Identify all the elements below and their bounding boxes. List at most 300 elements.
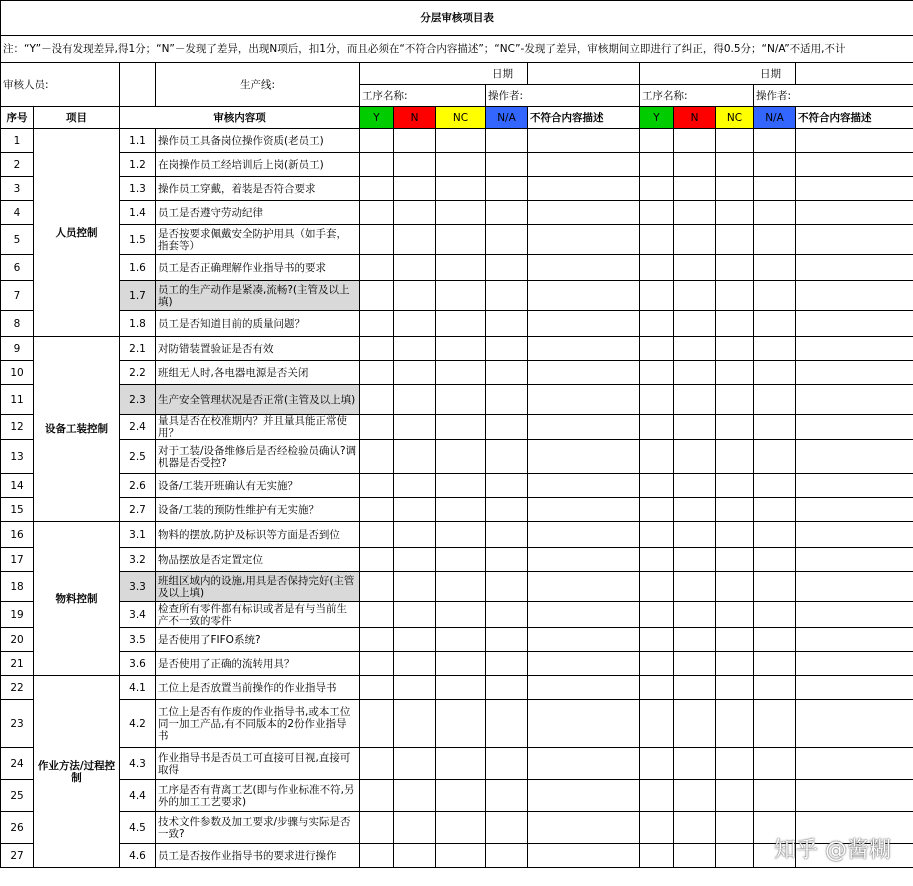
desc-cell-left[interactable] <box>528 676 640 700</box>
desc-cell-left[interactable] <box>528 311 640 337</box>
desc-cell-left[interactable] <box>528 225 640 255</box>
na-cell-right[interactable] <box>754 652 796 676</box>
desc-cell-left[interactable] <box>528 812 640 844</box>
na-cell-left[interactable] <box>486 225 528 255</box>
n-cell-left[interactable] <box>394 440 436 474</box>
nc-cell-right[interactable] <box>716 225 754 255</box>
row-seq: 3 <box>1 177 34 201</box>
n-cell-left[interactable] <box>394 844 436 868</box>
n-cell-left[interactable] <box>394 652 436 676</box>
row-code: 1.5 <box>120 225 156 255</box>
y-cell-right[interactable] <box>640 361 674 385</box>
y-cell-left[interactable] <box>360 780 394 812</box>
n-cell-left[interactable] <box>394 812 436 844</box>
nc-cell-left[interactable] <box>436 628 486 652</box>
y-cell-right[interactable] <box>640 255 674 281</box>
n-cell-right[interactable] <box>674 415 716 440</box>
desc-cell-left[interactable] <box>528 474 640 498</box>
n-cell-left[interactable] <box>394 498 436 522</box>
desc-cell-left[interactable] <box>528 255 640 281</box>
na-cell-left[interactable] <box>486 652 528 676</box>
n-cell-right[interactable] <box>674 498 716 522</box>
y-cell-right[interactable] <box>640 522 674 548</box>
row-code: 3.4 <box>120 602 156 628</box>
nc-cell-left[interactable] <box>436 361 486 385</box>
n-cell-right[interactable] <box>674 700 716 748</box>
n-cell-left[interactable] <box>394 255 436 281</box>
nc-cell-left[interactable] <box>436 572 486 602</box>
na-cell-right[interactable] <box>754 548 796 572</box>
nc-cell-right[interactable] <box>716 177 754 201</box>
header-item: 项目 <box>34 107 120 129</box>
n-cell-right[interactable] <box>674 129 716 153</box>
desc-cell-left[interactable] <box>528 602 640 628</box>
nc-cell-right[interactable] <box>716 281 754 311</box>
na-cell-left[interactable] <box>486 700 528 748</box>
na-cell-right[interactable] <box>754 522 796 548</box>
nc-cell-right[interactable] <box>716 652 754 676</box>
nc-cell-left[interactable] <box>436 337 486 361</box>
na-cell-left[interactable] <box>486 780 528 812</box>
table-row <box>1 474 913 498</box>
desc-cell-left[interactable] <box>528 522 640 548</box>
y-cell-right[interactable] <box>640 415 674 440</box>
n-cell-left[interactable] <box>394 153 436 177</box>
n-cell-left[interactable] <box>394 572 436 602</box>
desc-cell-right[interactable] <box>796 780 913 812</box>
na-cell-right[interactable] <box>754 415 796 440</box>
na-cell-left[interactable] <box>486 385 528 415</box>
desc-cell-left[interactable] <box>528 780 640 812</box>
desc-cell-left[interactable] <box>528 337 640 361</box>
na-cell-left[interactable] <box>486 844 528 868</box>
nc-cell-left[interactable] <box>436 385 486 415</box>
n-cell-left[interactable] <box>394 602 436 628</box>
nc-cell-left[interactable] <box>436 415 486 440</box>
y-cell-right[interactable] <box>640 652 674 676</box>
y-cell-left[interactable] <box>360 129 394 153</box>
n-cell-right[interactable] <box>674 572 716 602</box>
na-cell-right[interactable] <box>754 700 796 748</box>
date-value-right[interactable] <box>796 63 913 85</box>
n-cell-left[interactable] <box>394 337 436 361</box>
desc-cell-left[interactable] <box>528 572 640 602</box>
n-cell-right[interactable] <box>674 548 716 572</box>
y-cell-right[interactable] <box>640 780 674 812</box>
row-content: 物品摆放是否定置定位 <box>156 548 360 572</box>
na-cell-left[interactable] <box>486 255 528 281</box>
nc-cell-right[interactable] <box>716 153 754 177</box>
nc-cell-right[interactable] <box>716 548 754 572</box>
y-cell-right[interactable] <box>640 700 674 748</box>
na-cell-right[interactable] <box>754 676 796 700</box>
row-code: 4.3 <box>120 748 156 780</box>
table-row <box>1 748 913 780</box>
nc-cell-left[interactable] <box>436 844 486 868</box>
n-cell-left[interactable] <box>394 177 436 201</box>
y-cell-right[interactable] <box>640 129 674 153</box>
row-content: 作业指导书是否员工可直接可目视,直接可取得 <box>156 748 360 780</box>
na-cell-right[interactable] <box>754 498 796 522</box>
row-content: 检查所有零件都有标识或者是有与当前生产不一致的零件 <box>156 602 360 628</box>
n-cell-right[interactable] <box>674 522 716 548</box>
n-cell-right[interactable] <box>674 361 716 385</box>
na-cell-right[interactable] <box>754 311 796 337</box>
na-cell-right[interactable] <box>754 361 796 385</box>
na-cell-left[interactable] <box>486 474 528 498</box>
nc-cell-left[interactable] <box>436 522 486 548</box>
y-cell-right[interactable] <box>640 337 674 361</box>
na-cell-left[interactable] <box>486 628 528 652</box>
desc-cell-right[interactable] <box>796 337 913 361</box>
desc-cell-right[interactable] <box>796 129 913 153</box>
na-cell-left[interactable] <box>486 522 528 548</box>
desc-cell-left[interactable] <box>528 548 640 572</box>
y-cell-left[interactable] <box>360 337 394 361</box>
nc-cell-left[interactable] <box>436 548 486 572</box>
y-cell-right[interactable] <box>640 440 674 474</box>
row-seq: 16 <box>1 522 34 548</box>
n-cell-right[interactable] <box>674 474 716 498</box>
y-cell-right[interactable] <box>640 225 674 255</box>
n-cell-left[interactable] <box>394 311 436 337</box>
desc-cell-right[interactable] <box>796 548 913 572</box>
n-cell-left[interactable] <box>394 361 436 385</box>
nc-cell-right[interactable] <box>716 129 754 153</box>
desc-cell-left[interactable] <box>528 652 640 676</box>
y-cell-right[interactable] <box>640 628 674 652</box>
nc-cell-right[interactable] <box>716 361 754 385</box>
nc-cell-left[interactable] <box>436 780 486 812</box>
na-cell-right[interactable] <box>754 177 796 201</box>
y-cell-right[interactable] <box>640 311 674 337</box>
na-cell-right[interactable] <box>754 474 796 498</box>
y-cell-left[interactable] <box>360 415 394 440</box>
table-row <box>1 522 913 548</box>
desc-cell-left[interactable] <box>528 201 640 225</box>
desc-cell-right[interactable] <box>796 652 913 676</box>
y-cell-right[interactable] <box>640 676 674 700</box>
row-content: 在岗操作员工经培训后上岗(新员工) <box>156 153 360 177</box>
nc-cell-left[interactable] <box>436 225 486 255</box>
nc-cell-right[interactable] <box>716 415 754 440</box>
row-code: 4.1 <box>120 676 156 700</box>
na-cell-left[interactable] <box>486 281 528 311</box>
n-cell-left[interactable] <box>394 385 436 415</box>
nc-cell-left[interactable] <box>436 201 486 225</box>
nc-cell-left[interactable] <box>436 748 486 780</box>
n-cell-right[interactable] <box>674 281 716 311</box>
desc-cell-left[interactable] <box>528 153 640 177</box>
nc-cell-left[interactable] <box>436 440 486 474</box>
na-cell-left[interactable] <box>486 676 528 700</box>
n-cell-right[interactable] <box>674 602 716 628</box>
n-cell-right[interactable] <box>674 385 716 415</box>
na-cell-right[interactable] <box>754 255 796 281</box>
n-cell-left[interactable] <box>394 628 436 652</box>
na-cell-left[interactable] <box>486 572 528 602</box>
nc-cell-right[interactable] <box>716 311 754 337</box>
desc-cell-left[interactable] <box>528 628 640 652</box>
na-cell-left[interactable] <box>486 177 528 201</box>
desc-cell-right[interactable] <box>796 415 913 440</box>
desc-cell-right[interactable] <box>796 700 913 748</box>
operator-label-left: 操作者: <box>486 85 640 107</box>
y-cell-left[interactable] <box>360 522 394 548</box>
nc-cell-right[interactable] <box>716 440 754 474</box>
desc-cell-right[interactable] <box>796 225 913 255</box>
n-cell-right[interactable] <box>674 311 716 337</box>
desc-cell-right[interactable] <box>796 572 913 602</box>
desc-cell-left[interactable] <box>528 177 640 201</box>
na-cell-right[interactable] <box>754 602 796 628</box>
desc-cell-left[interactable] <box>528 281 640 311</box>
na-cell-left[interactable] <box>486 361 528 385</box>
y-cell-left[interactable] <box>360 225 394 255</box>
y-cell-left[interactable] <box>360 385 394 415</box>
date-value-left[interactable] <box>528 63 640 85</box>
nc-cell-right[interactable] <box>716 780 754 812</box>
desc-cell-left[interactable] <box>528 498 640 522</box>
process-label-right: 工序名称: <box>640 85 754 107</box>
nc-cell-right[interactable] <box>716 812 754 844</box>
n-cell-left[interactable] <box>394 281 436 311</box>
na-cell-left[interactable] <box>486 415 528 440</box>
desc-cell-left[interactable] <box>528 748 640 780</box>
n-cell-left[interactable] <box>394 129 436 153</box>
desc-cell-right[interactable] <box>796 311 913 337</box>
nc-cell-left[interactable] <box>436 255 486 281</box>
n-cell-left[interactable] <box>394 676 436 700</box>
n-cell-left[interactable] <box>394 474 436 498</box>
desc-cell-right[interactable] <box>796 498 913 522</box>
y-cell-left[interactable] <box>360 281 394 311</box>
y-cell-left[interactable] <box>360 153 394 177</box>
n-cell-right[interactable] <box>674 676 716 700</box>
section-name: 作业方法/过程控制 <box>34 676 120 868</box>
nc-cell-right[interactable] <box>716 201 754 225</box>
na-cell-right[interactable] <box>754 385 796 415</box>
na-cell-right[interactable] <box>754 225 796 255</box>
n-cell-right[interactable] <box>674 812 716 844</box>
auditor-label: 审核人员: <box>1 63 120 107</box>
desc-cell-right[interactable] <box>796 628 913 652</box>
y-cell-right[interactable] <box>640 844 674 868</box>
n-cell-right[interactable] <box>674 652 716 676</box>
na-cell-right[interactable] <box>754 440 796 474</box>
n-cell-right[interactable] <box>674 844 716 868</box>
na-cell-right[interactable] <box>754 748 796 780</box>
y-cell-right[interactable] <box>640 498 674 522</box>
header-y-right: Y <box>640 107 674 129</box>
n-cell-right[interactable] <box>674 177 716 201</box>
header-na-left: N/A <box>486 107 528 129</box>
n-cell-left[interactable] <box>394 225 436 255</box>
desc-cell-right[interactable] <box>796 153 913 177</box>
nc-cell-right[interactable] <box>716 385 754 415</box>
y-cell-right[interactable] <box>640 281 674 311</box>
y-cell-left[interactable] <box>360 177 394 201</box>
desc-cell-right[interactable] <box>796 385 913 415</box>
y-cell-left[interactable] <box>360 676 394 700</box>
y-cell-right[interactable] <box>640 385 674 415</box>
na-cell-right[interactable] <box>754 129 796 153</box>
na-cell-left[interactable] <box>486 129 528 153</box>
y-cell-left[interactable] <box>360 440 394 474</box>
section-name: 设备工装控制 <box>34 337 120 522</box>
y-cell-right[interactable] <box>640 201 674 225</box>
y-cell-left[interactable] <box>360 548 394 572</box>
nc-cell-left[interactable] <box>436 652 486 676</box>
na-cell-right[interactable] <box>754 628 796 652</box>
nc-cell-right[interactable] <box>716 255 754 281</box>
y-cell-right[interactable] <box>640 177 674 201</box>
table-row <box>1 700 913 748</box>
desc-cell-left[interactable] <box>528 844 640 868</box>
na-cell-right[interactable] <box>754 572 796 602</box>
y-cell-left[interactable] <box>360 498 394 522</box>
line-label <box>156 63 360 107</box>
desc-cell-right[interactable] <box>796 361 913 385</box>
y-cell-left[interactable] <box>360 572 394 602</box>
section-name: 人员控制 <box>34 129 120 337</box>
y-cell-left[interactable] <box>360 602 394 628</box>
nc-cell-left[interactable] <box>436 281 486 311</box>
y-cell-left[interactable] <box>360 628 394 652</box>
nc-cell-right[interactable] <box>716 748 754 780</box>
na-cell-left[interactable] <box>486 153 528 177</box>
nc-cell-right[interactable] <box>716 602 754 628</box>
nc-cell-left[interactable] <box>436 153 486 177</box>
desc-cell-left[interactable] <box>528 415 640 440</box>
desc-cell-right[interactable] <box>796 440 913 474</box>
n-cell-right[interactable] <box>674 748 716 780</box>
desc-cell-left[interactable] <box>528 700 640 748</box>
desc-cell-right[interactable] <box>796 522 913 548</box>
y-cell-left[interactable] <box>360 748 394 780</box>
desc-cell-left[interactable] <box>528 440 640 474</box>
desc-cell-right[interactable] <box>796 255 913 281</box>
y-cell-right[interactable] <box>640 602 674 628</box>
row-content: 生产安全管理状况是否正常(主管及以上填) <box>156 385 360 415</box>
na-cell-left[interactable] <box>486 748 528 780</box>
desc-cell-left[interactable] <box>528 385 640 415</box>
na-cell-left[interactable] <box>486 812 528 844</box>
nc-cell-left[interactable] <box>436 676 486 700</box>
n-cell-right[interactable] <box>674 440 716 474</box>
y-cell-right[interactable] <box>640 474 674 498</box>
desc-cell-right[interactable] <box>796 474 913 498</box>
nc-cell-left[interactable] <box>436 812 486 844</box>
y-cell-left[interactable] <box>360 474 394 498</box>
row-code: 2.3 <box>120 385 156 415</box>
y-cell-left[interactable] <box>360 844 394 868</box>
nc-cell-right[interactable] <box>716 474 754 498</box>
desc-cell-right[interactable] <box>796 281 913 311</box>
nc-cell-right[interactable] <box>716 522 754 548</box>
desc-cell-right[interactable] <box>796 602 913 628</box>
n-cell-right[interactable] <box>674 225 716 255</box>
desc-cell-right[interactable] <box>796 676 913 700</box>
n-cell-left[interactable] <box>394 415 436 440</box>
y-cell-right[interactable] <box>640 153 674 177</box>
nc-cell-left[interactable] <box>436 129 486 153</box>
na-cell-left[interactable] <box>486 548 528 572</box>
desc-cell-right[interactable] <box>796 201 913 225</box>
desc-cell-left[interactable] <box>528 361 640 385</box>
na-cell-left[interactable] <box>486 201 528 225</box>
na-cell-right[interactable] <box>754 337 796 361</box>
nc-cell-left[interactable] <box>436 474 486 498</box>
n-cell-left[interactable] <box>394 700 436 748</box>
nc-cell-right[interactable] <box>716 572 754 602</box>
nc-cell-left[interactable] <box>436 700 486 748</box>
nc-cell-right[interactable] <box>716 628 754 652</box>
y-cell-left[interactable] <box>360 700 394 748</box>
n-cell-left[interactable] <box>394 780 436 812</box>
n-cell-right[interactable] <box>674 153 716 177</box>
y-cell-left[interactable] <box>360 201 394 225</box>
row-content: 工位上是否有作废的作业指导书,或本工位同一加工产品,有不同版本的2份作业指导书 <box>156 700 360 748</box>
nc-cell-right[interactable] <box>716 700 754 748</box>
y-cell-left[interactable] <box>360 311 394 337</box>
row-seq: 14 <box>1 474 34 498</box>
row-seq: 20 <box>1 628 34 652</box>
na-cell-right[interactable] <box>754 281 796 311</box>
na-cell-right[interactable] <box>754 780 796 812</box>
n-cell-left[interactable] <box>394 748 436 780</box>
y-cell-left[interactable] <box>360 255 394 281</box>
row-content: 设备/工装的预防性维护有无实施？ <box>156 498 360 522</box>
nc-cell-right[interactable] <box>716 337 754 361</box>
y-cell-right[interactable] <box>640 812 674 844</box>
y-cell-right[interactable] <box>640 748 674 780</box>
n-cell-right[interactable] <box>674 201 716 225</box>
n-cell-left[interactable] <box>394 522 436 548</box>
na-cell-left[interactable] <box>486 440 528 474</box>
nc-cell-right[interactable] <box>716 498 754 522</box>
auditor-value[interactable] <box>120 63 156 107</box>
na-cell-left[interactable] <box>486 498 528 522</box>
n-cell-right[interactable] <box>674 255 716 281</box>
y-cell-right[interactable] <box>640 548 674 572</box>
y-cell-left[interactable] <box>360 812 394 844</box>
desc-cell-left[interactable] <box>528 129 640 153</box>
y-cell-left[interactable] <box>360 361 394 385</box>
nc-cell-right[interactable] <box>716 676 754 700</box>
na-cell-left[interactable] <box>486 602 528 628</box>
n-cell-right[interactable] <box>674 628 716 652</box>
y-cell-left[interactable] <box>360 652 394 676</box>
y-cell-right[interactable] <box>640 572 674 602</box>
row-content: 操作员工穿戴，着装是否符合要求 <box>156 177 360 201</box>
nc-cell-left[interactable] <box>436 602 486 628</box>
n-cell-right[interactable] <box>674 780 716 812</box>
na-cell-right[interactable] <box>754 201 796 225</box>
na-cell-left[interactable] <box>486 337 528 361</box>
na-cell-right[interactable] <box>754 153 796 177</box>
n-cell-right[interactable] <box>674 337 716 361</box>
nc-cell-left[interactable] <box>436 498 486 522</box>
n-cell-left[interactable] <box>394 548 436 572</box>
n-cell-left[interactable] <box>394 201 436 225</box>
desc-cell-right[interactable] <box>796 177 913 201</box>
nc-cell-left[interactable] <box>436 311 486 337</box>
nc-cell-right[interactable] <box>716 844 754 868</box>
na-cell-left[interactable] <box>486 311 528 337</box>
desc-cell-right[interactable] <box>796 748 913 780</box>
nc-cell-left[interactable] <box>436 177 486 201</box>
